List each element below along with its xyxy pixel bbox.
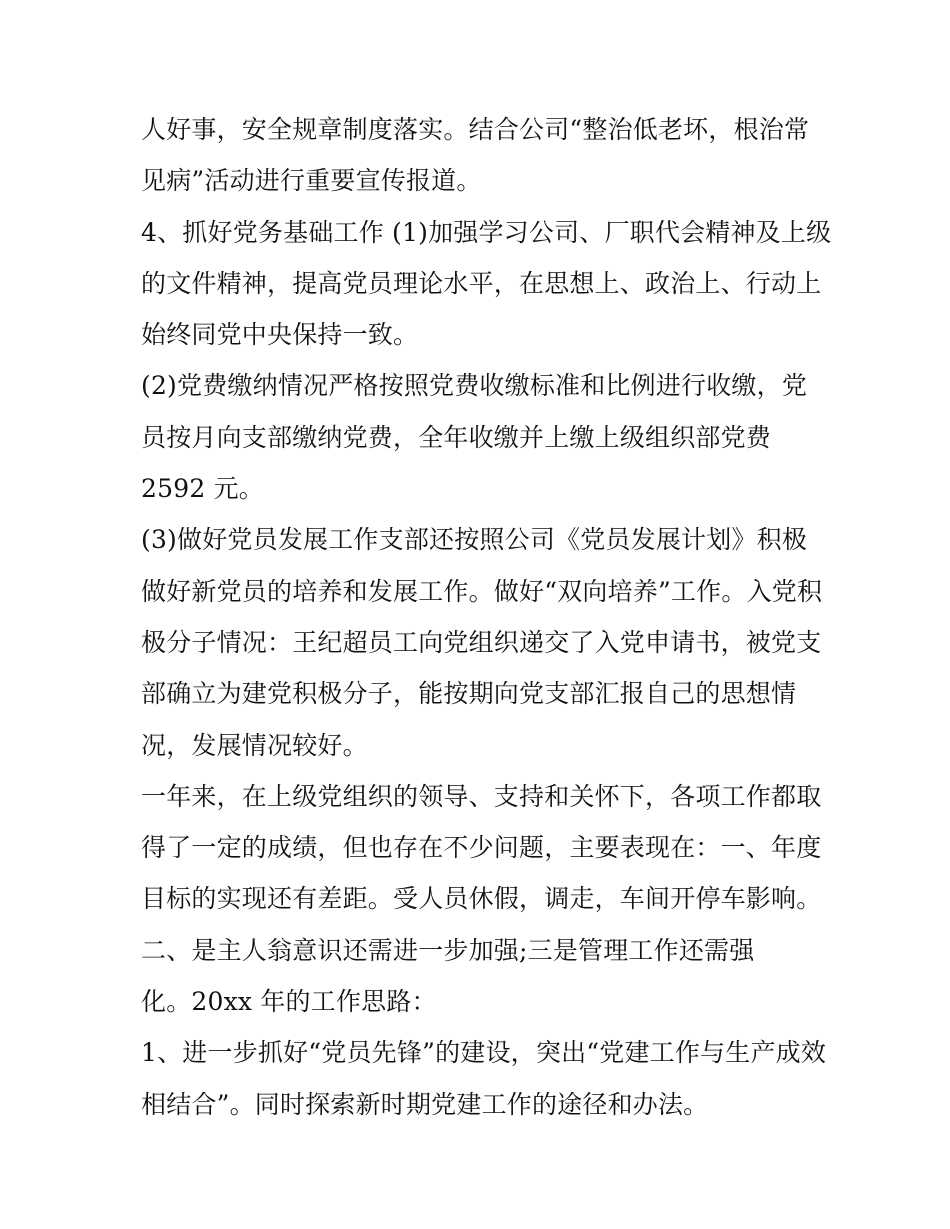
text-line: 人好事，安全规章制度落实。结合公司“整治低老坏，根治常 <box>141 115 810 144</box>
text-line: 4、抓好党务基础工作 (1)加强学习公司、厂职代会精神及上级 <box>141 217 832 247</box>
text-line: 相结合”。同时探索新时期党建工作的途径和办法。 <box>141 1089 709 1119</box>
text-line: 部确立为建党积极分子，能按期向党支部汇报自己的思想情 <box>141 679 797 709</box>
text-line: 极分子情况：王纪超员工向党组织递交了入党申请书，被党支 <box>141 627 822 657</box>
document-body <box>141 104 831 1130</box>
text-line: 一年来，在上级党组织的领导、支持和关怀下，各项工作都取 <box>141 781 822 811</box>
text-line: (3)做好党员发展工作支部还按照公司《党员发展计划》积极 <box>141 525 808 555</box>
text-line: 员按月向支部缴纳党费，全年收缴并上缴上级组织部党费 <box>141 422 772 452</box>
text-line: 始终同党中央保持一致。 <box>141 320 419 350</box>
text-line: (2)党费缴纳情况严格按照党费收缴标准和比例进行收缴，党 <box>141 371 808 401</box>
text-line: 化。20xx 年的工作思路： <box>141 987 437 1017</box>
text-line: 2592 元。 <box>141 474 264 504</box>
text-line: 二、是主人翁意识还需进一步加强;三是管理工作还需强 <box>141 935 755 965</box>
text-line: 1、进一步抓好“党员先锋”的建设，突出“党建工作与生产成效 <box>141 1038 827 1068</box>
text-line: 况，发展情况较好。 <box>141 730 368 760</box>
text-line: 的文件精神，提高党员理论水平，在思想上、政治上、行动上 <box>141 268 822 298</box>
text-line: 得了一定的成绩，但也存在不少问题，主要表现在：一、年度 <box>141 833 822 863</box>
text-line: 见病”活动进行重要宣传报道。 <box>141 166 482 196</box>
text-line: 做好新党员的培养和发展工作。做好“双向培养”工作。入党积 <box>141 576 823 606</box>
text-line: 目标的实现还有差距。受人员休假，调走，车间开停车影响。 <box>141 884 822 914</box>
